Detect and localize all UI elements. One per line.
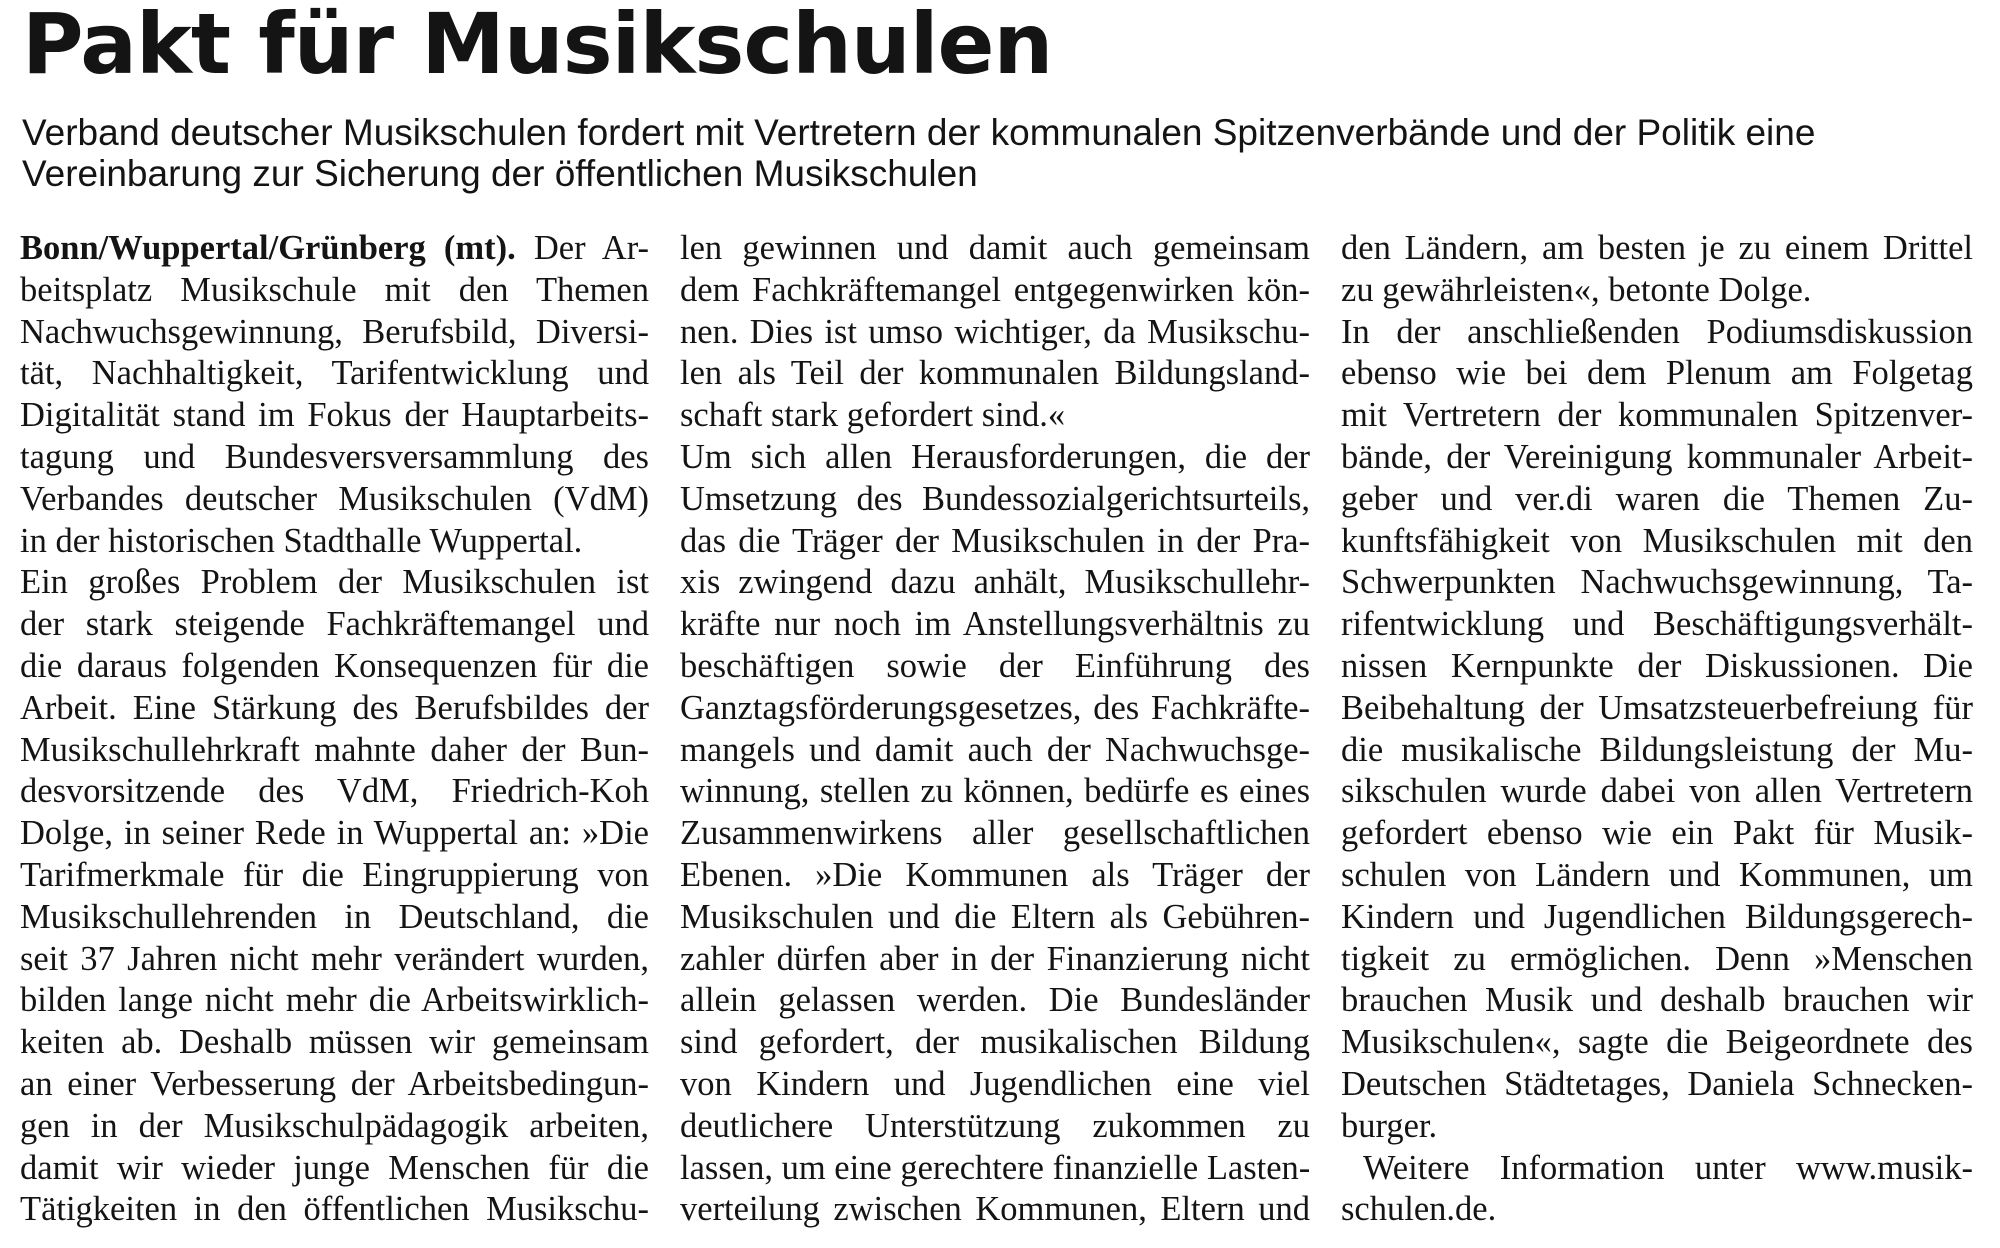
column-line: Musikschulen«, sagte die Beigeordnete des (1341, 1023, 1973, 1062)
column-line: In der anschließenden Podiumsdiskussion (1341, 312, 1973, 351)
column-line: schaft stark gefordert sind.« (680, 396, 1066, 435)
column-line: schulen.de. (1341, 1190, 1497, 1229)
column-line: desvorsitzende des VdM, Friedrich-Koh (20, 772, 649, 811)
column-line: burger. (1341, 1106, 1438, 1145)
column-line: sind gefordert, der musikalischen Bildung (680, 1023, 1310, 1062)
column-line: Digitalität stand im Fokus der Hauptarbeits- (20, 396, 649, 435)
column-line: Tätigkeiten in den öffentlichen Musikschu- (20, 1190, 649, 1229)
column-line: deutlichere Unterstützung zukommen zu (680, 1106, 1310, 1145)
column-line: len als Teil der kommunalen Bildungsland- (680, 354, 1310, 393)
column-line: winnung, stellen zu können, bedürfe es eines (680, 772, 1310, 811)
column-line: brauchen Musik und deshalb brauchen wir (1341, 981, 1973, 1020)
column-line: allein gelassen werden. Die Bundesländer (680, 981, 1310, 1020)
text-column-3 (1341, 228, 1973, 1231)
column-line: kunftsfähigkeit von Musikschulen mit den (1341, 521, 1973, 560)
article-headline: Pakt für Musikschulen (22, 0, 1053, 93)
column-line: Kindern und Jugendlichen Bildungsgerech- (1341, 897, 1973, 936)
column-line: beschäftigen sowie der Einführung des (680, 646, 1310, 685)
column-line: mangels und damit auch der Nachwuchsge- (680, 730, 1310, 769)
column-line: lassen, um eine gerechtere finanzielle Lasten- (680, 1148, 1311, 1187)
column-line: das die Träger der Musikschulen in der Pra- (680, 521, 1310, 560)
column-line: tagung und Bundesversversammlung des (20, 437, 649, 476)
column-line: den Ländern, am besten je zu einem Drittel (1341, 229, 1973, 267)
column-line: Ebenen. »Die Kommunen als Träger der (680, 855, 1310, 894)
column-line: schulen von Ländern und Kommunen, um (1341, 855, 1973, 894)
column-line: zu gewährleisten«, betonte Dolge. (1341, 270, 1812, 309)
column-line: Um sich allen Herausforderungen, die der (680, 437, 1310, 476)
text-column-2 (680, 228, 1310, 1231)
column-line: verteilung zwischen Kommunen, Eltern und (680, 1190, 1310, 1229)
subheadline-line: Verband deutscher Musikschulen fordert mit Vertretern der kommunalen Spitzenverbände und der Politik eine (22, 112, 1816, 153)
column-line: Schwerpunkten Nachwuchsgewinnung, Ta- (1341, 563, 1973, 602)
column-line: geber und ver.di waren die Themen Zu- (1341, 479, 1973, 518)
column-line: gen in der Musikschulpädagogik arbeiten, (20, 1106, 649, 1145)
column-line: Zusammenwirkens aller gesellschaftlichen (680, 814, 1310, 853)
column-line: rifentwicklung und Beschäftigungsverhält- (1341, 605, 1973, 644)
column-line: Musikschullehrenden in Deutschland, die (20, 897, 649, 936)
subheadline-line: Vereinbarung zur Sicherung der öffentlichen Musikschulen (22, 153, 978, 194)
column-line: von Kindern und Jugendlichen eine viel (680, 1064, 1310, 1103)
column-line: Ganztagsförderungsgesetzes, des Fachkräfte- (680, 688, 1310, 727)
column-line: tät, Nachhaltigkeit, Tarifentwicklung und (20, 354, 649, 393)
column-line: zahler dürfen aber in der Finanzierung nicht (680, 939, 1310, 978)
article-subheadline (22, 112, 1982, 194)
column-line: tigkeit zu ermöglichen. Denn »Menschen (1341, 939, 1973, 978)
column-line: Beibehaltung der Umsatzsteuerbefreiung für (1341, 688, 1973, 727)
column-line: nen. Dies ist umso wichtiger, da Musikschu- (680, 312, 1310, 351)
column-line: gefordert ebenso wie ein Pakt für Musik- (1341, 814, 1973, 853)
column-line: len gewinnen und damit auch gemeinsam (680, 229, 1310, 267)
column-line-text: Der Ar- (515, 229, 649, 267)
column-line: in der historischen Stadthalle Wuppertal. (20, 521, 583, 560)
column-line: damit wir wieder junge Menschen für die (20, 1148, 649, 1187)
column-line: ebenso wie bei dem Plenum am Folgetag (1341, 354, 1973, 393)
column-line: Nachwuchsgewinnung, Berufsbild, Diversi- (20, 312, 649, 351)
column-line: Verbandes deutscher Musikschulen (VdM) (20, 479, 649, 518)
column-line: Arbeit. Eine Stärkung des Berufsbildes der (20, 688, 649, 727)
column-line: seit 37 Jahren nicht mehr verändert wurden, (20, 939, 649, 978)
column-line: Deutschen Städtetages, Daniela Schnecken- (1341, 1064, 1973, 1103)
column-line: keiten ab. Deshalb müssen wir gemeinsam (20, 1023, 649, 1062)
column-line: kräfte nur noch im Anstellungsverhältnis zu (680, 605, 1310, 644)
column-line: nissen Kernpunkte der Diskussionen. Die (1341, 646, 1973, 685)
column-line: dem Fachkräftemangel entgegenwirken kön- (680, 270, 1310, 309)
column-line: Dolge, in seiner Rede in Wuppertal an: »Die (20, 814, 649, 853)
column-line: die musikalische Bildungsleistung der Mu- (1341, 730, 1973, 769)
column-line: die daraus folgenden Konsequenzen für die (20, 646, 649, 685)
column-line: beitsplatz Musikschule mit den Themen (20, 270, 649, 309)
column-line: Musikschullehrkraft mahnte daher der Bun- (20, 730, 649, 769)
column-line: an einer Verbesserung der Arbeitsbedingun- (20, 1064, 649, 1103)
text-column-1 (20, 228, 649, 1231)
column-line: bilden lange nicht mehr die Arbeitswirklich- (20, 981, 649, 1020)
column-line: sikschulen wurde dabei von allen Vertretern (1341, 772, 1973, 811)
column-line: Umsetzung des Bundessozialgerichtsurteils, (680, 479, 1310, 518)
column-line (20, 228, 649, 270)
column-line: Musikschulen und die Eltern als Gebühren- (680, 897, 1310, 936)
column-line: bände, der Vereinigung kommunaler Arbeit- (1341, 437, 1973, 476)
column-line: Tarifmerkmale für die Eingruppierung von (20, 855, 649, 894)
column-line: mit Vertretern der kommunalen Spitzenver- (1341, 396, 1973, 435)
column-line: Weitere Information unter www.musik- (1363, 1148, 1973, 1187)
column-line: der stark steigende Fachkräftemangel und (20, 605, 649, 644)
dateline: Bonn/Wuppertal/Grünberg (mt). (20, 229, 516, 267)
column-line: xis zwingend dazu anhält, Musikschullehr- (680, 563, 1310, 602)
column-line: Ein großes Problem der Musikschulen ist (20, 563, 649, 602)
